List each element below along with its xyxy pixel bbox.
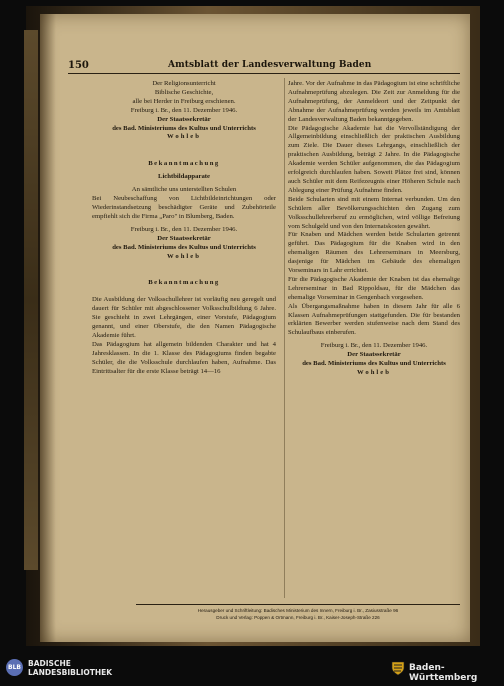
footer-rule bbox=[136, 604, 460, 605]
library-name-line1: BADISCHE bbox=[28, 659, 71, 668]
notice2-lead: An sämtliche uns unterstellten Schulen bbox=[131, 186, 237, 194]
notice1-line1: Der Religionsunterricht bbox=[152, 80, 216, 87]
right-paragraph: Als Übergangsmaßnahme haben in diesem Jahr für alle 6 Klassen Aufnahmeprüfungen stattgefunden. Die für bestanden erklärten Bewerber werden stufenweise nach dem Stand des Schulaufbaus einberufen. bbox=[288, 302, 460, 337]
notice3-heading: Bekanntmachung bbox=[148, 279, 220, 287]
notice3-paragraph: Die Ausbildung der Volksschullehrer ist vorläufig neu geregelt und dauert für Schüler mit abgeschlossener Volksschulbildung 6 Jahre. Sie geschieht in zwei Lehrgängen, einer Vorstufe, Pädagogium genannt, und einer Oberstufe, die den Namen Pädagogische Akademie führt. bbox=[92, 296, 276, 339]
right-column bbox=[288, 80, 460, 378]
header-rule bbox=[68, 73, 460, 74]
notice1-signature-ministry: des Bad. Ministeriums des Kultus und Unterrichts bbox=[112, 124, 256, 132]
right-paragraph: Für die Pädagogische Akademie der Knaben ist das ehemalige Lehrerseminar in Bad Rippoldsau, für die Mädchen das ehemalige Vorseminar in Gengenbach vorgesehen. bbox=[288, 275, 460, 301]
notice1-signature-title: Der Staatssekretär bbox=[157, 115, 211, 123]
notice2-subheading: Lichtbildapparate bbox=[157, 173, 211, 181]
notice2-signer: Wohleb bbox=[167, 252, 201, 260]
right-paragraph: Jahre. Vor der Aufnahme in das Pädagogium ist eine schriftliche Aufnahmeprüfung abzulegen. Die Zeit zur Anmeldung für die Aufnahmeprüfung, der Anmeldeort und der Zeitpunkt der Abnahme der Aufnahmeprüfung werden jeweils im Amtsblatt der Landesverwaltung Baden bekanntgegeben. bbox=[288, 80, 460, 123]
notice1-line2: Biblische Geschichte, bbox=[154, 88, 214, 96]
right-signature-ministry: des Bad. Ministeriums des Kultus und Unterrichts bbox=[302, 360, 446, 368]
imprint-line: Druck und Verlag: Poppen & Ortmann, Freiburg i. Br., Kaiser-Joseph-Straße 226 bbox=[216, 615, 380, 620]
page-edge-stack bbox=[24, 30, 38, 570]
left-column bbox=[92, 80, 276, 376]
notice2-signature-ministry: des Bad. Ministeriums des Kultus und Unterrichts bbox=[112, 243, 256, 251]
notice2-signature-title: Der Staatssekretär bbox=[157, 234, 211, 242]
notice2-body: Bei Neubeschaffung von Lichtbildeinrichtungen oder Wiederinstandsetzung beschädigter Geräte und Zubehörteile empfiehlt sich die Firma „Paro" in Blumberg, Baden. bbox=[92, 195, 276, 220]
right-paragraph: Für Knaben und Mädchen werden beide Schularten getrennt geführt. Das Pädagogium für die Knaben wird in den ehemaligen Räumen des Lehrerseminars in Meersburg, dasjenige für Mädchen im Gebäude des ehemaligen Vorseminars in Lahr errichtet. bbox=[288, 231, 460, 275]
notice1-signer: Wohleb bbox=[167, 133, 201, 141]
spine-shadow bbox=[40, 14, 56, 642]
notice1-dateline: Freiburg i. Br., den 11. Dezember 1946. bbox=[130, 106, 238, 114]
notice2-dateline: Freiburg i. Br., den 11. Dezember 1946. bbox=[130, 225, 238, 233]
right-signer: Wohleb bbox=[357, 369, 391, 376]
page-number: 150 bbox=[68, 60, 89, 71]
right-paragraph: Die Pädagogische Akademie hat die Vervollständigung der Allgemeinbildung einschließlich der praktischen Ausbildung zum Ziele. Die Dauer dieses Lehrgangs, einschließlich der praktischen Ausbildung, beträgt 2 Jahre. In die Pädagogische Akademie werden Schüler aufgenommen, die das Pädagogium erfolgreich durchlaufen haben. Soweit Plätze frei sind, können auch Schüler mit dem Reifezeugnis einer Höheren Schule nach Ablegung einer Prüfung Aufnahme finden. bbox=[288, 124, 460, 194]
right-signature-title: Der Staatssekretär bbox=[347, 351, 401, 359]
page-header bbox=[68, 60, 460, 74]
notice2-heading: Bekanntmachung bbox=[148, 160, 220, 168]
right-dateline: Freiburg i. Br., den 11. Dezember 1946. bbox=[320, 342, 428, 350]
library-name-line2: LANDESBIBLIOTHEK bbox=[28, 668, 113, 677]
state-name[interactable]: Baden-Württemberg bbox=[409, 663, 478, 683]
running-title: Amtsblatt der Landesverwaltung Baden bbox=[168, 60, 372, 70]
imprint-footer bbox=[136, 607, 460, 621]
column-rule bbox=[284, 78, 285, 598]
coat-of-arms-icon[interactable] bbox=[390, 660, 406, 676]
blb-logo-icon[interactable]: BLB bbox=[6, 659, 23, 676]
right-paragraph: Beide Schularten sind mit einem Internat verbunden. Um den Schülern aller Bevölkerungsschichten den Zugang zum Volksschullehrerberuf zu ermöglichen, wird völlige Befreiung vom Schulgeld und von den Internatskosten gewährt. bbox=[288, 195, 460, 230]
imprint-line: Herausgeber und Schriftleitung: Badisches Ministerium des Innern, Freiburg i. Br., Zasiusstraße 96 bbox=[197, 608, 399, 613]
notice3-paragraph: Das Pädagogium hat allgemein bildenden Charakter und hat 4 Jahresklassen. In die 1. Klasse des Pädagogiums finden begabte Schüler, die die Volksschule durchlaufen haben, Aufnahme. Das Eintrittsalter für die erste Klasse beträgt 14—16 bbox=[92, 340, 276, 375]
library-name[interactable] bbox=[28, 659, 112, 677]
notice1-line3: alle bei Herder in Freiburg erschienen. bbox=[132, 97, 236, 105]
